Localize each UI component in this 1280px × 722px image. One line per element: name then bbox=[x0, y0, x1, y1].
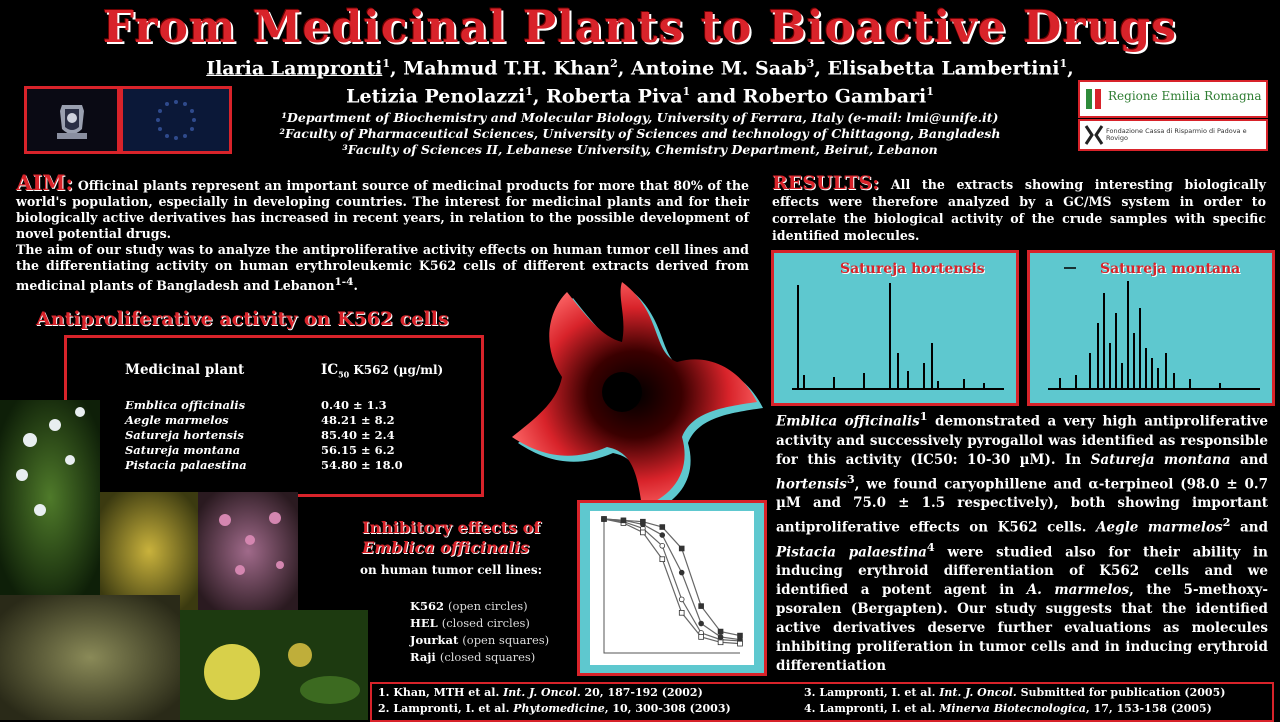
author-name: Ilaria Lampronti bbox=[206, 57, 383, 80]
university-logo bbox=[24, 86, 120, 154]
aim-paragraph-2: The aim of our study was to analyze the antiproliferative activity effects on human tumor cell lines and the differentiating activity on human erythroleukemic K562 cells of different extracts derived from medicinal plants of Bangladesh and Lebanon bbox=[16, 242, 749, 294]
plant-photo-collage bbox=[0, 400, 368, 720]
author-name: , Mahmud T.H. Khan bbox=[389, 57, 611, 80]
chart-point bbox=[679, 597, 684, 602]
university-crest-icon bbox=[27, 89, 117, 151]
foundation-mark-icon bbox=[1084, 124, 1104, 146]
region-mark-icon bbox=[1084, 86, 1104, 112]
author-name: and Roberto Gambari bbox=[690, 85, 927, 108]
table-row-value: 0.40 ± 1.3 bbox=[321, 398, 387, 412]
dose-response-chart-frame bbox=[577, 500, 767, 676]
reference-2: 2. Lampronti, I. et al. Phytomedicine, 10, 300-308 (2003) bbox=[378, 702, 731, 715]
aim-section: AIM: Officinal plants represent an important source of medicinal products for more that 80% of the world's population, especially in developing countries. The interest for medicinal plants and for their biologically active derivatives has increased in recent years, in relation to the possible development of novel potential drugs. The aim of our study was to analyze the antiproliferative activity effects on human tumor cell lines and the differentiating activity on human erythroleukemic K562 cells of different extracts derived from medicinal plants of Bangladesh and Lebanon$^{1-4}$. bbox=[16, 170, 749, 294]
chart-point bbox=[699, 621, 704, 626]
inhibitory-text: on human tumor cell lines: bbox=[360, 563, 543, 577]
chart-background bbox=[590, 511, 754, 665]
photo-herbs bbox=[0, 595, 180, 720]
authors-line-2: Letizia Penolazzi$^1$, Roberta Piva$^1$ and Roberto Gambari$^1$ bbox=[346, 85, 934, 108]
photo-pistacia bbox=[198, 492, 298, 610]
chart-point bbox=[679, 610, 684, 615]
legend-item: HEL (closed circles) bbox=[410, 616, 530, 630]
results-section bbox=[772, 172, 1266, 244]
region-logo: Regione Emilia Romagna bbox=[1078, 80, 1268, 118]
chromatogram-hortensis bbox=[774, 253, 1016, 403]
table-row-plant: Satureja hortensis bbox=[125, 428, 244, 442]
reference-3: 3. Lampronti, I. et al. Int. J. Oncol. Submitted for publication (2005) bbox=[804, 686, 1226, 699]
chart-point bbox=[718, 640, 723, 645]
table-row-value: 54.80 ± 18.0 bbox=[321, 458, 403, 472]
chart-point bbox=[699, 635, 704, 640]
photo-satureja bbox=[100, 492, 198, 610]
table-row-plant: Satureja montana bbox=[125, 443, 241, 457]
chart-point bbox=[602, 517, 607, 522]
photo-aegle bbox=[0, 400, 100, 595]
chart-point bbox=[738, 641, 743, 646]
legend-item: Jourkat (open squares) bbox=[410, 633, 550, 647]
affiliation-1: ¹Department of Biochemistry and Molecular Biology, University of Ferrara, Italy (e-mail: lmi@unife.it) bbox=[281, 110, 999, 125]
chart-point bbox=[699, 604, 704, 609]
table-row-plant: Emblica officinalis bbox=[125, 398, 246, 412]
legend-item: K562 (open circles) bbox=[410, 599, 528, 613]
inhibitory-heading: Inhibitory effects of Emblica officinalis bbox=[362, 518, 541, 557]
chart-point bbox=[679, 570, 684, 575]
chart-point bbox=[640, 519, 645, 524]
chart-point bbox=[621, 518, 626, 523]
table-row-plant: Pistacia palaestina bbox=[125, 458, 247, 472]
chart-point bbox=[660, 525, 665, 530]
gc-panel-title: Satureja hortensis bbox=[840, 261, 985, 277]
results-heading: RESULTS: bbox=[772, 172, 880, 194]
aim-paragraph-1: Officinal plants represent an important source of medicinal products for more that 80% of the world's population, especially in developing countries. The interest for medicinal plants and for their biologically active derivatives has increased in recent years, in relation to the possible development of novel potential drugs. bbox=[16, 178, 749, 241]
author-name: Letizia Penolazzi bbox=[346, 85, 526, 108]
affiliation-2: ²Faculty of Pharmaceutical Sciences, University of Sciences and technology of Chittagong, Bangladesh bbox=[279, 126, 1001, 141]
legend-item: Raji (closed squares) bbox=[410, 650, 536, 664]
chromatogram-montana bbox=[1030, 253, 1272, 403]
author-name: , Elisabetta Lambertini bbox=[814, 57, 1060, 80]
chart-point bbox=[718, 629, 723, 634]
author-name: , Roberta Piva bbox=[532, 85, 683, 108]
gc-panel-montana bbox=[1027, 250, 1275, 406]
affiliation-3: ³Faculty of Sciences II, Lebanese University, Chemistry Department, Beirut, Lebanon bbox=[342, 142, 938, 157]
references bbox=[370, 682, 1274, 722]
chart-point bbox=[660, 543, 665, 548]
author-name: , Antoine M. Saab bbox=[617, 57, 807, 80]
col-header-ic50: $IC_{50}$ K562 (µg/ml) bbox=[321, 362, 444, 380]
table-row-value: 56.15 ± 6.2 bbox=[321, 443, 395, 457]
yellow-fruit-icon bbox=[204, 644, 260, 700]
chart-point bbox=[679, 546, 684, 551]
eu-flag-logo bbox=[120, 86, 232, 154]
antiproliferative-heading: Antiproliferative activity on K562 cells bbox=[36, 308, 449, 330]
cell-lines-legend bbox=[410, 598, 549, 666]
gc-panel-hortensis bbox=[771, 250, 1019, 406]
affiliations bbox=[240, 110, 1040, 158]
col-header-plant: Medicinal plant bbox=[125, 362, 245, 378]
reference-1: 1. Khan, MTH et al. Int. J. Oncol. 20, 187-192 (2002) bbox=[378, 686, 703, 699]
eu-stars-icon bbox=[123, 89, 229, 151]
table-row-value: 48.21 ± 8.2 bbox=[321, 413, 395, 427]
chart-point bbox=[738, 633, 743, 638]
table-row-plant: Aegle marmelos bbox=[125, 413, 229, 427]
foundation-logo: Fondazione Cassa di Risparmio di Padova e Rovigo bbox=[1078, 119, 1268, 151]
results-text: All the extracts showing interesting biologically effects were therefore analyzed by a GC/MS system in order to correlate the biological activity of the crude samples with specific identified molecules. bbox=[772, 177, 1266, 243]
authors bbox=[140, 52, 1140, 109]
authors-line-1: Ilaria Lampronti$^1$, Mahmud T.H. Khan$^2$, Antoine M. Saab$^3$, Elisabetta Lambertini$^1$, bbox=[206, 57, 1074, 80]
aim-heading: AIM: bbox=[16, 170, 74, 195]
reference-4: 4. Lampronti, I. et al. Minerva Biotecnologica, 17, 153-158 (2005) bbox=[804, 702, 1212, 715]
table-row-value: 85.40 ± 2.4 bbox=[321, 428, 395, 442]
poster-title: From Medicinal Plants to Bioactive Drugs bbox=[102, 2, 1178, 53]
chart-point bbox=[640, 530, 645, 535]
dose-response-chart bbox=[590, 511, 754, 665]
gc-panel-title: Satureja montana bbox=[1100, 261, 1241, 277]
conclusion-text: Emblica officinalis$^1$ demonstrated a very high antiproliferative activity and successively pyrogallol was identified as responsible for this activity (IC50: 10-30 µM). In Satureja montana and hortensis$^3$, we found caryophillene and α-terpineol (98.0 ± 0.7 µM and 75.0 ± 1.5 respectively), both showing important antiproliferative effects on K562 cells. Aegle marmelos$^2$ and Pistacia palaestina$^4$ were studied also for their ability in inducing erythroid differentiation of K562 cells and we identified a potent agent in A. marmelos, the 5-methoxy-psoralen (Bergapten). Our study suggests that the identified active derivatives deserve further evaluations as molecules inhibiting proliferation in tumor cells and in inducing erythroid differentiation bbox=[776, 409, 1269, 674]
chart-point bbox=[660, 557, 665, 562]
chart-point bbox=[660, 533, 665, 538]
chart-point bbox=[718, 635, 723, 640]
decorative-swirl-graphic bbox=[472, 272, 772, 512]
